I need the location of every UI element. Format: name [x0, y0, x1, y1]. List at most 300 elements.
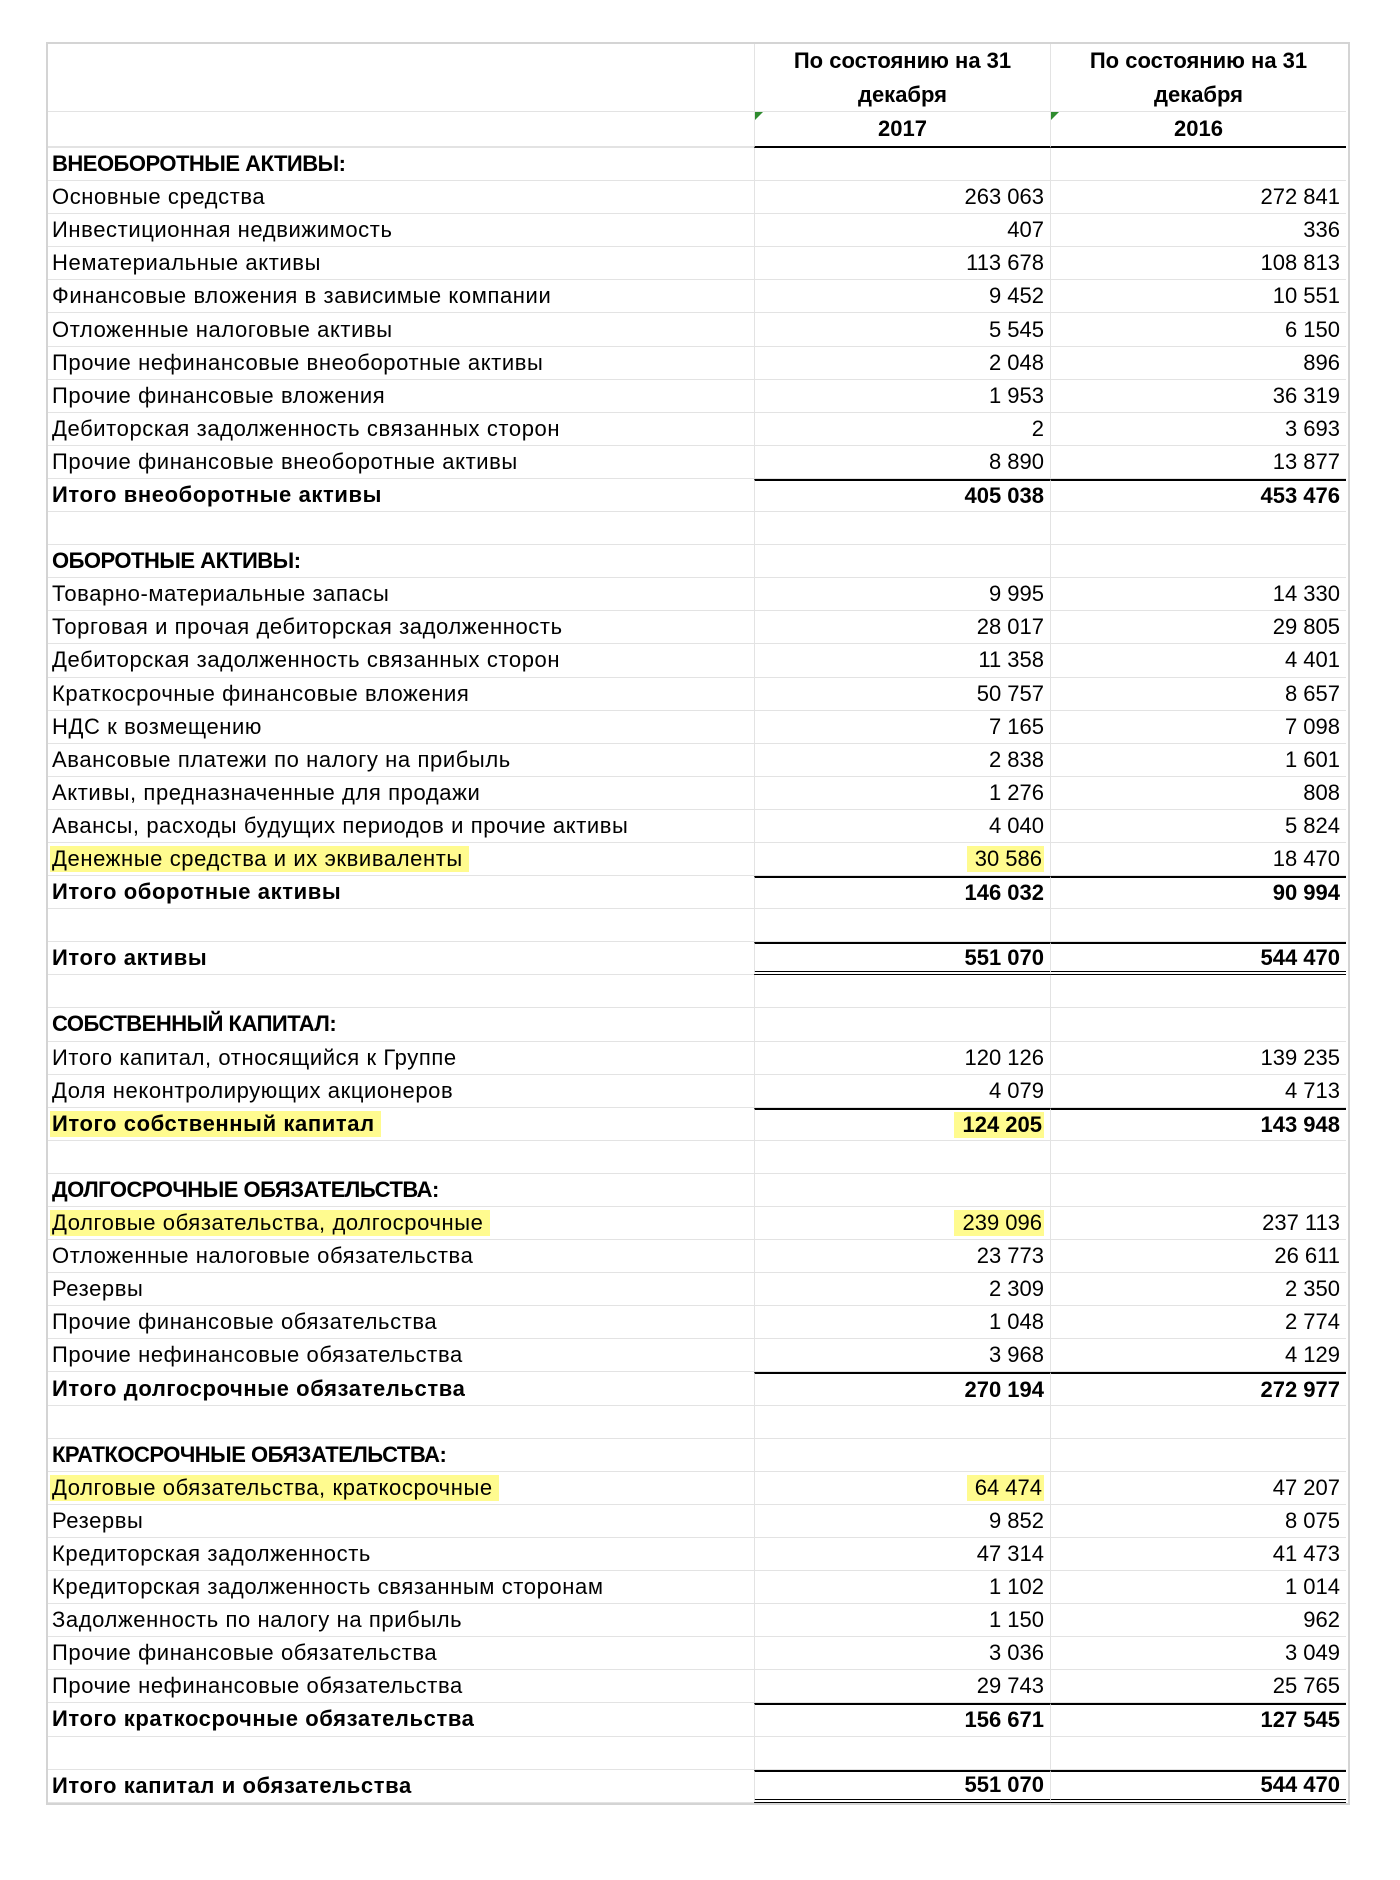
value-2016: 1 601 [1284, 746, 1340, 772]
value-2017: 407 [1007, 217, 1044, 243]
row-label-cell [48, 1439, 754, 1472]
row-label: Торговая и прочая дебиторская задолженность [52, 614, 563, 640]
value-2017-cell [754, 1571, 1050, 1604]
row-label-cell [48, 1737, 754, 1770]
table-row [48, 380, 1348, 413]
value-2017-cell [754, 711, 1050, 744]
value-2016-cell [1050, 1306, 1346, 1339]
value-2017: 28 017 [976, 614, 1044, 640]
table-row [48, 1604, 1348, 1637]
header-row [48, 44, 1348, 112]
row-label: Отложенные налоговые активы [52, 316, 393, 342]
value-2016-cell [1050, 1571, 1346, 1604]
table-row [48, 1207, 1348, 1240]
value-2017: 8 890 [988, 448, 1044, 474]
value-2017: 551 070 [964, 1772, 1044, 1798]
value-2017: 1 150 [988, 1607, 1044, 1633]
value-2017-cell [754, 1339, 1050, 1372]
value-2017-cell [754, 1737, 1050, 1770]
table-row [48, 1306, 1348, 1339]
table-row [48, 512, 1348, 545]
row-label-cell [48, 1240, 754, 1273]
value-2016-cell [1050, 644, 1346, 677]
row-label: ОБОРОТНЫЕ АКТИВЫ: [52, 548, 301, 574]
value-2017-cell [754, 280, 1050, 313]
value-2017: 156 671 [964, 1707, 1044, 1733]
value-2016-cell [1050, 214, 1346, 247]
row-label: Авансы, расходы будущих периодов и прочие активы [52, 812, 629, 838]
value-2016: 4 401 [1284, 647, 1340, 673]
row-label: Итого собственный капитал [50, 1111, 381, 1137]
value-2016: 18 470 [1272, 846, 1340, 872]
value-2016-cell [1050, 446, 1346, 479]
table-row [48, 843, 1348, 876]
row-label-cell [48, 975, 754, 1008]
value-2017: 146 032 [964, 880, 1044, 906]
row-label-cell [48, 512, 754, 545]
row-label-cell [48, 1207, 754, 1240]
table-row [48, 1273, 1348, 1306]
col-2016-title: По состоянию на 31 декабря [1089, 47, 1308, 107]
value-2017-cell [754, 545, 1050, 578]
table-row [48, 1505, 1348, 1538]
value-2017-cell [754, 1042, 1050, 1075]
row-label: Прочие финансовые обязательства [52, 1309, 438, 1335]
value-2017-cell [754, 1372, 1050, 1405]
value-2016-cell [1050, 1703, 1346, 1736]
table-row [48, 611, 1348, 644]
value-2017-cell [754, 413, 1050, 446]
row-label-cell [48, 247, 754, 280]
value-2017: 9 452 [988, 283, 1044, 309]
value-2016: 127 545 [1260, 1707, 1340, 1733]
value-2017-cell [754, 1505, 1050, 1538]
value-2017: 1 953 [988, 382, 1044, 408]
row-label-cell [48, 1008, 754, 1041]
value-2016: 237 113 [1262, 1210, 1340, 1236]
value-2017: 120 126 [964, 1044, 1044, 1070]
value-2016: 108 813 [1260, 250, 1340, 276]
table-row [48, 1406, 1348, 1439]
row-label: Итого внеоборотные активы [52, 481, 383, 507]
table-row [48, 711, 1348, 744]
value-2016: 8 657 [1284, 680, 1340, 706]
value-2016-cell [1050, 413, 1346, 446]
value-2016-cell [1050, 810, 1346, 843]
value-2016-cell [1050, 1042, 1346, 1075]
row-label-cell [48, 909, 754, 942]
table-row [48, 975, 1348, 1008]
value-2016-cell [1050, 347, 1346, 380]
row-label-cell [48, 876, 754, 909]
row-label: Прочие нефинансовые обязательства [52, 1342, 463, 1368]
row-label-cell [48, 777, 754, 810]
value-2017: 263 063 [964, 184, 1044, 210]
value-2017: 50 757 [976, 680, 1044, 706]
row-label-cell [48, 843, 754, 876]
table-row [48, 1240, 1348, 1273]
table-body [48, 148, 1348, 1803]
value-2017-cell [754, 1174, 1050, 1207]
value-2017: 124 205 [954, 1112, 1044, 1138]
row-label: Отложенные налоговые обязательства [52, 1243, 474, 1269]
col-2017-title: По состоянию на 31 декабря [793, 47, 1012, 107]
value-2016-cell [1050, 1108, 1346, 1141]
row-label-cell [48, 446, 754, 479]
value-2016-cell [1050, 711, 1346, 744]
row-label: Финансовые вложения в зависимые компании [52, 283, 552, 309]
value-2016-cell [1050, 909, 1346, 942]
value-2017-cell [754, 1406, 1050, 1439]
table-row [48, 810, 1348, 843]
value-2017: 2 838 [988, 746, 1044, 772]
value-2016-cell [1050, 1505, 1346, 1538]
value-2017-cell [754, 1538, 1050, 1571]
row-label-cell [48, 578, 754, 611]
table-row [48, 1174, 1348, 1207]
row-label-cell [48, 280, 754, 313]
table-row [48, 1737, 1348, 1770]
value-2016-cell [1050, 380, 1346, 413]
value-2016: 143 948 [1260, 1111, 1340, 1137]
cell-comment-marker-icon [1051, 112, 1059, 120]
row-label-cell [48, 380, 754, 413]
value-2017-cell [754, 512, 1050, 545]
value-2017-cell [754, 777, 1050, 810]
row-label-cell [48, 1306, 754, 1339]
value-2016-cell [1050, 1770, 1346, 1803]
table-row [48, 678, 1348, 711]
row-label: КРАТКОСРОЧНЫЕ ОБЯЗАТЕЛЬСТВА: [52, 1441, 447, 1467]
table-row [48, 214, 1348, 247]
value-2017: 3 968 [988, 1342, 1044, 1368]
value-2017-cell [754, 1637, 1050, 1670]
row-label: Долговые обязательства, долгосрочные [50, 1210, 490, 1236]
value-2016-cell [1050, 744, 1346, 777]
value-2017: 7 165 [988, 713, 1044, 739]
row-label: Доля неконтролирующих акционеров [52, 1077, 454, 1103]
row-label-cell [48, 1670, 754, 1703]
row-label: Итого активы [52, 945, 208, 971]
value-2016-cell [1050, 313, 1346, 346]
value-2017-cell [754, 247, 1050, 280]
row-label: Денежные средства и их эквиваленты [50, 846, 469, 872]
row-label-cell [48, 214, 754, 247]
table-row [48, 1372, 1348, 1405]
table-row [48, 181, 1348, 214]
value-2016-cell [1050, 1538, 1346, 1571]
value-2016: 13 877 [1272, 448, 1340, 474]
row-label: Итого капитал, относящийся к Группе [52, 1044, 457, 1070]
table-row [48, 744, 1348, 777]
value-2017: 47 314 [976, 1540, 1044, 1566]
row-label: Прочие нефинансовые внеоборотные активы [52, 349, 544, 375]
table-row [48, 1571, 1348, 1604]
row-label: Прочие финансовые вложения [52, 382, 386, 408]
row-label-cell [48, 810, 754, 843]
value-2016-cell [1050, 1406, 1346, 1439]
value-2016: 1 014 [1284, 1574, 1340, 1600]
row-label-cell [48, 1571, 754, 1604]
table-row [48, 1339, 1348, 1372]
table-row [48, 1008, 1348, 1041]
value-2017: 64 474 [967, 1475, 1044, 1501]
row-label-cell [48, 1042, 754, 1075]
row-label-cell [48, 942, 754, 975]
row-label: Прочие финансовые обязательства [52, 1640, 438, 1666]
row-label: Активы, предназначенные для продажи [52, 779, 481, 805]
value-2017: 11 358 [978, 647, 1044, 673]
table-row [48, 909, 1348, 942]
table-row [48, 479, 1348, 512]
value-2016-cell [1050, 479, 1346, 512]
value-2017-cell [754, 909, 1050, 942]
value-2016-cell [1050, 512, 1346, 545]
value-2017: 30 586 [967, 846, 1044, 872]
value-2016: 962 [1303, 1607, 1340, 1633]
value-2017-cell [754, 744, 1050, 777]
value-2017: 4 040 [988, 812, 1044, 838]
row-label-cell [48, 148, 754, 181]
value-2016: 3 049 [1284, 1640, 1340, 1666]
value-2017-cell [754, 1670, 1050, 1703]
row-label-cell [48, 313, 754, 346]
row-label-cell [48, 181, 754, 214]
value-2017: 405 038 [964, 482, 1044, 508]
value-2016-cell [1050, 1439, 1346, 1472]
table-row [48, 148, 1348, 181]
value-2017: 2 048 [988, 349, 1044, 375]
value-2016: 139 235 [1260, 1044, 1340, 1070]
value-2016: 2 774 [1284, 1309, 1340, 1335]
value-2017: 4 079 [988, 1077, 1044, 1103]
value-2016: 6 150 [1284, 316, 1340, 342]
table-row [48, 1141, 1348, 1174]
value-2016: 47 207 [1272, 1474, 1340, 1500]
value-2016: 10 551 [1272, 283, 1340, 309]
row-label-cell [48, 1637, 754, 1670]
value-2017-cell [754, 1703, 1050, 1736]
cell-comment-marker-icon [755, 112, 763, 120]
row-label-cell [48, 1406, 754, 1439]
value-2016-cell [1050, 1372, 1346, 1405]
value-2016-cell [1050, 1737, 1346, 1770]
value-2017-cell [754, 942, 1050, 975]
value-2017-cell [754, 1240, 1050, 1273]
row-label-cell [48, 611, 754, 644]
value-2016-cell [1050, 148, 1346, 181]
row-label-cell [48, 1174, 754, 1207]
value-2016-cell [1050, 777, 1346, 810]
year-label-cell [48, 112, 754, 148]
value-2017-cell [754, 347, 1050, 380]
year-row [48, 112, 1348, 148]
value-2016-cell [1050, 678, 1346, 711]
row-label-cell [48, 744, 754, 777]
row-label: Дебиторская задолженность связанных сторон [52, 647, 561, 673]
table-row [48, 545, 1348, 578]
table-row [48, 1042, 1348, 1075]
value-2017-cell [754, 1207, 1050, 1240]
value-2017-cell [754, 876, 1050, 909]
table-row [48, 1108, 1348, 1141]
table-row [48, 446, 1348, 479]
value-2017-cell [754, 810, 1050, 843]
row-label-cell [48, 1372, 754, 1405]
row-label-cell [48, 1703, 754, 1736]
value-2017-cell [754, 1273, 1050, 1306]
value-2016: 90 994 [1272, 880, 1340, 906]
value-2016-cell [1050, 1075, 1346, 1108]
value-2017: 551 070 [964, 944, 1044, 970]
row-label-cell [48, 1538, 754, 1571]
table-row [48, 1637, 1348, 1670]
value-2017: 2 309 [988, 1276, 1044, 1302]
row-label-cell [48, 1770, 754, 1803]
row-label-cell [48, 1141, 754, 1174]
row-label: Инвестиционная недвижимость [52, 217, 393, 243]
value-2016: 26 611 [1274, 1243, 1340, 1269]
header-col-2017 [754, 44, 1050, 112]
value-2017: 1 102 [988, 1574, 1044, 1600]
row-label-cell [48, 1075, 754, 1108]
value-2017-cell [754, 644, 1050, 677]
row-label: Кредиторская задолженность [52, 1540, 371, 1566]
row-label: Кредиторская задолженность связанным сторонам [52, 1574, 604, 1600]
value-2016-cell [1050, 181, 1346, 214]
row-label-cell [48, 347, 754, 380]
value-2016-cell [1050, 1273, 1346, 1306]
value-2016-cell [1050, 578, 1346, 611]
value-2016-cell [1050, 942, 1346, 975]
table-row [48, 247, 1348, 280]
value-2016-cell [1050, 1604, 1346, 1637]
row-label-cell [48, 1604, 754, 1637]
value-2016-cell [1050, 1174, 1346, 1207]
value-2016: 41 473 [1272, 1540, 1340, 1566]
value-2016: 2 350 [1284, 1276, 1340, 1302]
row-label: Прочие финансовые внеоборотные активы [52, 448, 518, 474]
value-2016-cell [1050, 1637, 1346, 1670]
row-label: Итого краткосрочные обязательства [52, 1706, 475, 1732]
value-2016-cell [1050, 611, 1346, 644]
table-row [48, 777, 1348, 810]
row-label: ДОЛГОСРОЧНЫЕ ОБЯЗАТЕЛЬСТВА: [52, 1176, 439, 1202]
value-2016: 3 693 [1284, 415, 1340, 441]
value-2017: 29 743 [976, 1673, 1044, 1699]
row-label: Задолженность по налогу на прибыль [52, 1607, 463, 1633]
value-2017-cell [754, 1306, 1050, 1339]
value-2017: 2 [1031, 415, 1044, 441]
value-2017-cell [754, 578, 1050, 611]
value-2017: 270 194 [964, 1376, 1044, 1402]
value-2016-cell [1050, 975, 1346, 1008]
value-2017-cell [754, 181, 1050, 214]
row-label: Итого капитал и обязательства [52, 1772, 412, 1798]
row-label-cell [48, 545, 754, 578]
value-2016: 272 977 [1260, 1376, 1340, 1402]
value-2016: 4 713 [1284, 1077, 1340, 1103]
row-label: Резервы [52, 1507, 144, 1533]
year-2017: 2017 [878, 116, 927, 141]
table-row [48, 313, 1348, 346]
row-label-cell [48, 413, 754, 446]
row-label: Нематериальные активы [52, 250, 322, 276]
value-2016-cell [1050, 1339, 1346, 1372]
value-2016: 544 470 [1260, 944, 1340, 970]
value-2017-cell [754, 380, 1050, 413]
value-2017-cell [754, 678, 1050, 711]
value-2016: 272 841 [1260, 184, 1340, 210]
value-2017: 3 036 [988, 1640, 1044, 1666]
value-2016: 544 470 [1260, 1772, 1340, 1798]
row-label-cell [48, 1108, 754, 1141]
table-row [48, 1472, 1348, 1505]
row-label: Краткосрочные финансовые вложения [52, 680, 470, 706]
value-2017: 23 773 [976, 1243, 1044, 1269]
row-label-cell [48, 711, 754, 744]
row-label-cell [48, 1472, 754, 1505]
value-2017: 1 276 [988, 779, 1044, 805]
table-row [48, 644, 1348, 677]
value-2017: 113 678 [966, 250, 1044, 276]
row-label-cell [48, 678, 754, 711]
value-2017-cell [754, 611, 1050, 644]
value-2016: 7 098 [1284, 713, 1340, 739]
value-2016: 36 319 [1272, 382, 1340, 408]
row-label: Итого долгосрочные обязательства [52, 1375, 466, 1401]
row-label: Итого оборотные активы [52, 879, 342, 905]
value-2016: 336 [1303, 217, 1340, 243]
row-label: НДС к возмещению [52, 713, 263, 739]
value-2016-cell [1050, 1008, 1346, 1041]
value-2017-cell [754, 148, 1050, 181]
table-row [48, 1075, 1348, 1108]
value-2017-cell [754, 1439, 1050, 1472]
value-2017-cell [754, 843, 1050, 876]
table-row [48, 876, 1348, 909]
row-label: Долговые обязательства, краткосрочные [50, 1475, 499, 1501]
value-2017-cell [754, 1141, 1050, 1174]
header-col-2016 [1050, 44, 1346, 112]
value-2017-cell [754, 1075, 1050, 1108]
value-2016: 5 824 [1284, 812, 1340, 838]
value-2017-cell [754, 214, 1050, 247]
table-row [48, 1670, 1348, 1703]
value-2017: 9 995 [988, 581, 1044, 607]
value-2016: 808 [1303, 779, 1340, 805]
table-row [48, 280, 1348, 313]
table-row [48, 1703, 1348, 1736]
table-row [48, 1439, 1348, 1472]
row-label: Товарно-материальные запасы [52, 581, 390, 607]
value-2016-cell [1050, 876, 1346, 909]
value-2016-cell [1050, 545, 1346, 578]
value-2016: 29 805 [1272, 614, 1340, 640]
row-label: Прочие нефинансовые обязательства [52, 1673, 463, 1699]
value-2017: 5 545 [988, 316, 1044, 342]
year-2016: 2016 [1174, 116, 1223, 141]
value-2017: 9 852 [988, 1507, 1044, 1533]
row-label: Резервы [52, 1276, 144, 1302]
row-label-cell [48, 1273, 754, 1306]
row-label: ВНЕОБОРОТНЫЕ АКТИВЫ: [52, 151, 346, 177]
value-2017-cell [754, 313, 1050, 346]
value-2017-cell [754, 1108, 1050, 1141]
value-2017: 239 096 [954, 1210, 1044, 1236]
value-2016-cell [1050, 1207, 1346, 1240]
value-2017-cell [754, 479, 1050, 512]
